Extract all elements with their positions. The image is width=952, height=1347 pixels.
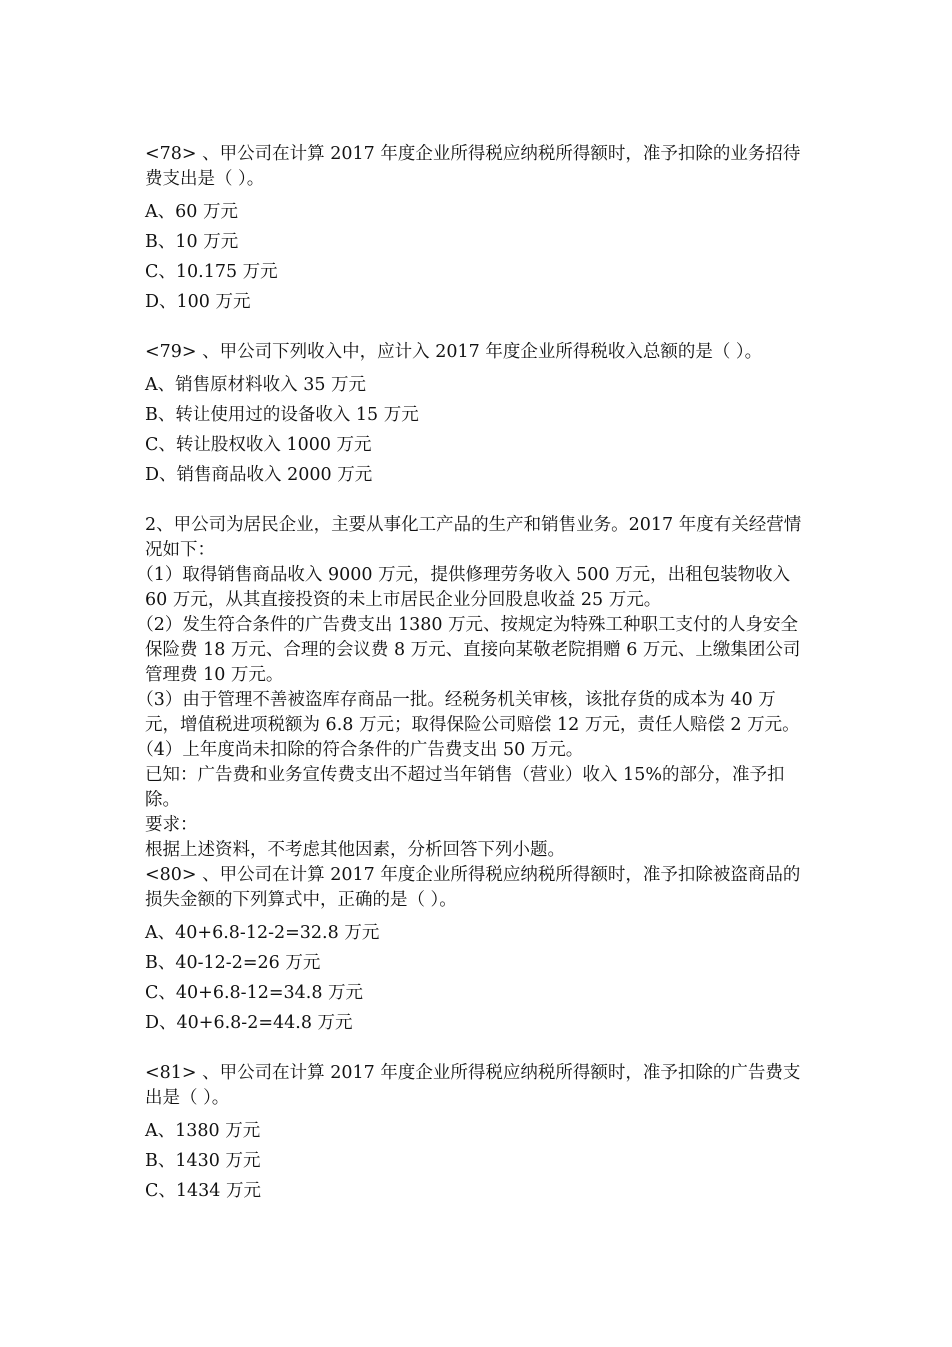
option-a: A、销售原材料收入 35 万元: [145, 375, 367, 395]
option-c: C、转让股权收入 1000 万元: [145, 435, 372, 455]
question-81: [145, 1061, 810, 1206]
case-item-2: （2）发生符合条件的广告费支出 1380 万元、按规定为特殊工种职工支付的人身安全保险费 18 万元、合理的会议费 8 万元、直接向某敬老院捐赠 6 万元、上缴集团公司管理费 10 万元。: [136, 615, 801, 685]
option-a: A、40+6.8-12-2=32.8 万元: [145, 923, 380, 943]
option-d: D、40+6.8-2=44.8 万元: [145, 1013, 353, 1033]
option-c: C、1434 万元: [145, 1181, 261, 1201]
option-list: [145, 1116, 810, 1206]
option-d: D、100 万元: [145, 292, 251, 312]
question-stem: <81> 、甲公司在计算 2017 年度企业所得税应纳税所得额时，准予扣除的广告费支出是（ ）。: [145, 1063, 801, 1108]
option-list: [145, 918, 810, 1038]
document-content: [136, 142, 810, 1206]
option-a: A、1380 万元: [145, 1121, 261, 1141]
option-c: C、40+6.8-12=34.8 万元: [145, 983, 364, 1003]
option-b: B、10 万元: [145, 232, 239, 252]
option-list: [145, 197, 810, 317]
question-stem: <79> 、甲公司下列收入中，应计入 2017 年度企业所得税收入总额的是（ ）。: [145, 342, 763, 362]
case-item-1: （1）取得销售商品收入 9000 万元，提供修理劳务收入 500 万元，出租包装物收入 60 万元，从其直接投资的未上市居民企业分回股息收益 25 万元。: [136, 565, 791, 610]
question-79: [145, 340, 810, 490]
option-b: B、40-12-2=26 万元: [145, 953, 321, 973]
case-requirement-text: 根据上述资料，不考虑其他因素，分析回答下列小题。: [145, 840, 565, 860]
option-c: C、10.175 万元: [145, 262, 278, 282]
case-known: 已知：广告费和业务宣传费支出不超过当年销售（营业）收入 15%的部分，准予扣除。: [145, 765, 785, 810]
case-material: [136, 513, 810, 863]
case-item-4: （4）上年度尚未扣除的符合条件的广告费支出 50 万元。: [136, 740, 584, 760]
question-80: [145, 863, 810, 1038]
question-stem: <78> 、甲公司在计算 2017 年度企业所得税应纳税所得额时，准予扣除的业务招待费支出是（ ）。: [145, 144, 801, 189]
option-a: A、60 万元: [145, 202, 238, 222]
option-d: D、销售商品收入 2000 万元: [145, 465, 373, 485]
case-intro: 2、甲公司为居民企业，主要从事化工产品的生产和销售业务。2017 年度有关经营情况如下：: [145, 515, 802, 560]
case-requirement-label: 要求：: [145, 815, 198, 835]
question-stem: <80> 、甲公司在计算 2017 年度企业所得税应纳税所得额时，准予扣除被盗商品的损失金额的下列算式中，正确的是（ ）。: [145, 865, 801, 910]
option-b: B、转让使用过的设备收入 15 万元: [145, 405, 419, 425]
option-b: B、1430 万元: [145, 1151, 261, 1171]
case-item-3: （3）由于管理不善被盗库存商品一批。经税务机关审核，该批存货的成本为 40 万元，增值税进项税额为 6.8 万元；取得保险公司赔偿 12 万元，责任人赔偿 2 万元。: [136, 690, 800, 735]
option-list: [145, 370, 810, 490]
question-78: [145, 142, 810, 317]
